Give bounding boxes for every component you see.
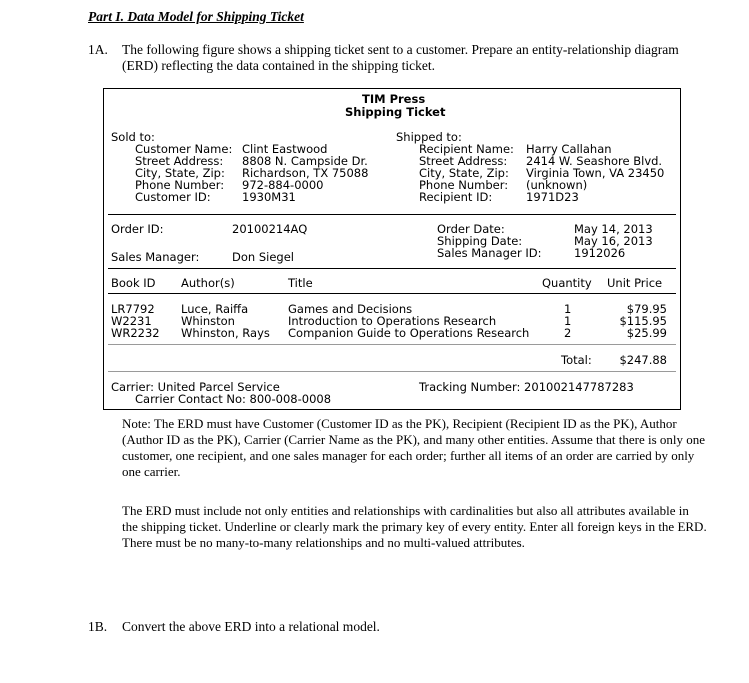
item-quantity: 1 [564, 302, 572, 316]
customer-phone: 972-884-0000 [242, 178, 324, 192]
sold-to-heading: Sold to: [111, 130, 155, 144]
item-title: Companion Guide to Operations Research [288, 326, 530, 340]
item-book-id: W2231 [111, 314, 152, 328]
carrier-contact: Carrier Contact No: 800-008-0008 [135, 392, 332, 406]
divider [108, 214, 676, 215]
item-book-id: WR2232 [111, 326, 160, 340]
customer-city: Richardson, TX 75088 [242, 166, 369, 180]
ticket-company: TIM Press [362, 92, 426, 106]
item-price: $115.95 [619, 314, 667, 328]
recipient-street-label: Street Address: [419, 154, 508, 168]
sales-manager-label: Sales Manager: [111, 250, 200, 264]
item-book-id: LR7792 [111, 302, 155, 316]
item-author: Luce, Raiffa [181, 302, 249, 316]
column-quantity: Quantity [542, 276, 592, 290]
customer-name: Clint Eastwood [242, 142, 328, 156]
item-quantity: 1 [564, 314, 572, 328]
recipient-name-label: Recipient Name: [419, 142, 514, 156]
customer-id: 1930M31 [242, 190, 296, 204]
item-title: Introduction to Operations Research [288, 314, 497, 328]
customer-id-label: Customer ID: [135, 190, 211, 204]
item-author: Whinston [181, 314, 235, 328]
note-paragraph-1: Note: The ERD must have Customer (Customer ID as the PK), Recipient (Recipient ID as the PK), Author (Author ID as the PK), Carrier (Carrier Name as the PK), and many other entities. Assume that there is only one customer, one recipient, and one sales manager for each order; further all items of an order are carried by only one carrier. [122, 416, 706, 479]
note-paragraph-2: The ERD must include not only entities and relationships with cardinalities but also all attributes available in the shipping ticket. Underline or clearly mark the primary key of every entity. Enter all foreign keys in the ERD. There must be no many-to-many relationships and no multi-valued attributes. [122, 503, 707, 550]
sales-manager-id: 1912026 [574, 246, 626, 260]
item-title: Games and Decisions [288, 302, 413, 316]
customer-street: 8808 N. Campside Dr. [242, 154, 368, 168]
customer-city-label: City, State, Zip: [135, 166, 225, 180]
shipped-to-heading: Shipped to: [396, 130, 462, 144]
total-amount: $247.88 [619, 353, 667, 367]
shipping-date: May 16, 2013 [574, 234, 653, 248]
carrier: Carrier: United Parcel Service [111, 380, 280, 394]
shipping-ticket [103, 88, 681, 410]
tracking-number: Tracking Number: 201002147787283 [419, 380, 634, 394]
divider [108, 293, 676, 294]
divider [108, 371, 676, 372]
question-1a-text: The following figure shows a shipping ticket sent to a customer. Prepare an entity-relationship diagram (ERD) reflecting the data contained in the shipping ticket. [122, 42, 679, 73]
recipient-city-label: City, State, Zip: [419, 166, 509, 180]
divider [108, 344, 676, 345]
customer-phone-label: Phone Number: [135, 178, 225, 192]
sales-manager-id-label: Sales Manager ID: [437, 246, 542, 260]
part-heading: Part I. Data Model for Shipping Ticket [88, 9, 304, 24]
recipient-id-label: Recipient ID: [419, 190, 493, 204]
order-date: May 14, 2013 [574, 222, 653, 236]
recipient-name: Harry Callahan [526, 142, 612, 156]
shipping-date-label: Shipping Date: [437, 234, 523, 248]
item-author: Whinston, Rays [181, 326, 270, 340]
item-price: $79.95 [626, 302, 667, 316]
order-id-label: Order ID: [111, 222, 164, 236]
order-id: 20100214AQ [232, 222, 308, 236]
divider [108, 268, 676, 269]
recipient-id: 1971D23 [526, 190, 579, 204]
item-quantity: 2 [564, 326, 572, 340]
question-1a-number: 1A. [88, 42, 108, 57]
column-book-id: Book ID [111, 276, 156, 290]
customer-street-label: Street Address: [135, 154, 224, 168]
column-authors: Author(s) [181, 276, 235, 290]
column-title: Title [288, 276, 313, 290]
question-1b-number: 1B. [88, 619, 108, 634]
order-date-label: Order Date: [437, 222, 505, 236]
customer-name-label: Customer Name: [135, 142, 233, 156]
recipient-phone: (unknown) [526, 178, 588, 192]
ticket-title: Shipping Ticket [345, 105, 446, 119]
item-price: $25.99 [626, 326, 667, 340]
sales-manager: Don Siegel [232, 250, 294, 264]
recipient-phone-label: Phone Number: [419, 178, 509, 192]
recipient-street: 2414 W. Seashore Blvd. [526, 154, 663, 168]
question-1b-text: Convert the above ERD into a relational model. [122, 619, 380, 634]
recipient-city: Virginia Town, VA 23450 [526, 166, 665, 180]
column-unit-price: Unit Price [607, 276, 663, 290]
total-label: Total: [561, 353, 592, 367]
